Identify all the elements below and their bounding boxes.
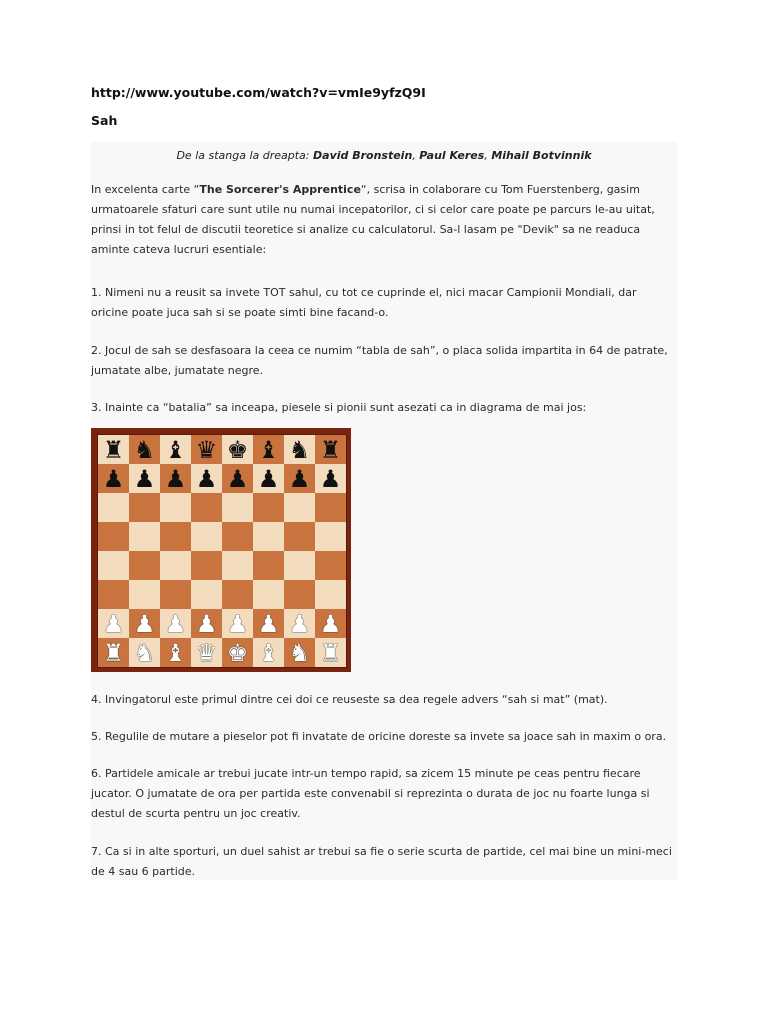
article-body: [91, 142, 677, 880]
board-square: [315, 580, 346, 609]
white-pawn-icon: ♟: [102, 609, 125, 638]
black-queen-icon: ♛: [195, 435, 218, 464]
board-square: [98, 580, 129, 609]
board-square: [253, 464, 284, 493]
board-square: [129, 522, 160, 551]
board-square: [222, 522, 253, 551]
caption-name-botvinnik: Mihail Botvinnik: [491, 149, 592, 162]
board-square: [129, 580, 160, 609]
board-square: [222, 638, 253, 667]
point-paragraph: 7. Ca si in alte sporturi, un duel sahist ar trebui sa fie o serie scurta de partide, cel mai bine un mini-meci de 4 sau 6 partide.: [91, 845, 672, 878]
black-rook-icon: ♜: [319, 435, 342, 464]
white-bishop-icon: ♝: [257, 638, 280, 667]
point-paragraph: 1. Nimeni nu a reusit sa invete TOT sahul, cu tot ce cuprinde el, nici macar Campionii Mondiali, dar oricine poate juca sah si se poate simti bine facand-o.: [91, 286, 637, 319]
board-square: [191, 638, 222, 667]
board-square: [222, 551, 253, 580]
caption-name-keres: Paul Keres: [419, 149, 485, 162]
white-rook-icon: ♜: [102, 638, 125, 667]
board-square: [253, 609, 284, 638]
board-square: [160, 493, 191, 522]
board-square: [191, 609, 222, 638]
point-paragraph: 2. Jocul de sah se desfasoara la ceea ce numim “tabla de sah”, o placa solida impartita in 64 de patrate, jumatate albe, jumatate negre.: [91, 344, 668, 377]
black-bishop-icon: ♝: [164, 435, 187, 464]
board-square: [315, 551, 346, 580]
black-knight-icon: ♞: [288, 435, 311, 464]
white-pawn-icon: ♟: [257, 609, 280, 638]
page-heading: Sah: [91, 113, 118, 128]
intro-after: “, scrisa in colaborare cu Tom Fuerstenberg, gasim urmatoarele sfaturi care sunt utile nu numai incepatorilor, ci si celor care poate pe parcurs le-au uitat, prinsi in tot felul de discutii teoretice si analize cu calculatorul. Sa-l lasam pe "Devik" sa ne readuca aminte cateva lucruri esentiale:: [91, 183, 655, 256]
caption-separator: ,: [484, 149, 492, 162]
photo-caption: [91, 149, 677, 162]
youtube-link[interactable]: http://www.youtube.com/watch?v=vmIe9yfzQ9I: [91, 85, 426, 100]
board-square: [98, 493, 129, 522]
board-square: [160, 522, 191, 551]
board-square: [284, 522, 315, 551]
board-square: [129, 493, 160, 522]
board-square: [253, 435, 284, 464]
board-square: [98, 522, 129, 551]
board-square: [160, 609, 191, 638]
board-square: [284, 551, 315, 580]
intro-before: In excelenta carte “: [91, 183, 200, 196]
board-square: [191, 464, 222, 493]
black-knight-icon: ♞: [133, 435, 156, 464]
white-queen-icon: ♛: [195, 638, 218, 667]
black-pawn-icon: ♟: [226, 464, 249, 493]
board-square: [160, 551, 191, 580]
board-square: [98, 609, 129, 638]
black-pawn-icon: ♟: [195, 464, 218, 493]
board-square: [253, 493, 284, 522]
board-square: [315, 493, 346, 522]
board-square: [284, 435, 315, 464]
white-bishop-icon: ♝: [164, 638, 187, 667]
white-rook-icon: ♜: [319, 638, 342, 667]
black-pawn-icon: ♟: [102, 464, 125, 493]
board-square: [98, 435, 129, 464]
white-pawn-icon: ♟: [319, 609, 342, 638]
board-square: [315, 638, 346, 667]
board-square: [129, 464, 160, 493]
white-knight-icon: ♞: [288, 638, 311, 667]
board-square: [222, 609, 253, 638]
black-king-icon: ♚: [226, 435, 249, 464]
black-bishop-icon: ♝: [257, 435, 280, 464]
chess-diagram: [91, 428, 351, 672]
board-square: [160, 464, 191, 493]
board-square: [315, 435, 346, 464]
white-pawn-icon: ♟: [195, 609, 218, 638]
board-square: [129, 435, 160, 464]
white-pawn-icon: ♟: [164, 609, 187, 638]
white-king-icon: ♚: [226, 638, 249, 667]
book-title: The Sorcerer's Apprentice: [199, 183, 361, 196]
intro-paragraph: [91, 180, 675, 260]
board-square: [191, 580, 222, 609]
board-square: [253, 638, 284, 667]
caption-separator: ,: [412, 149, 420, 162]
board-square: [98, 464, 129, 493]
board-square: [315, 464, 346, 493]
white-knight-icon: ♞: [133, 638, 156, 667]
board-square: [284, 493, 315, 522]
white-pawn-icon: ♟: [288, 609, 311, 638]
board-square: [284, 609, 315, 638]
board-square: [160, 580, 191, 609]
point-paragraph: 5. Regulile de mutare a pieselor pot fi invatate de oricine doreste sa invete sa joace sah in maxim o ora.: [91, 730, 667, 743]
white-pawn-icon: ♟: [226, 609, 249, 638]
point-paragraph: 6. Partidele amicale ar trebui jucate intr-un tempo rapid, sa zicem 15 minute pe ceas pentru fiecare jucator. O jumatate de ora per partida este convenabil si reprezinta o durata de joc nu foarte lunga si destul de scurta pentru un joc creativ.: [91, 767, 650, 820]
point-paragraph: 3. Inainte ca “batalia” sa inceapa, piesele si pionii sunt asezati ca in diagrama de mai jos:: [91, 401, 587, 414]
black-pawn-icon: ♟: [164, 464, 187, 493]
board-square: [253, 522, 284, 551]
board-square: [160, 435, 191, 464]
board-square: [191, 493, 222, 522]
white-pawn-icon: ♟: [133, 609, 156, 638]
black-pawn-icon: ♟: [288, 464, 311, 493]
board-square: [191, 551, 222, 580]
board-square: [98, 551, 129, 580]
board-square: [191, 522, 222, 551]
board-square: [315, 522, 346, 551]
board-square: [129, 551, 160, 580]
board-square: [222, 464, 253, 493]
board-square: [191, 435, 222, 464]
board-square: [222, 493, 253, 522]
board-square: [284, 464, 315, 493]
board-square: [160, 638, 191, 667]
board-square: [253, 551, 284, 580]
black-pawn-icon: ♟: [133, 464, 156, 493]
board-square: [253, 580, 284, 609]
board-square: [284, 580, 315, 609]
board-square: [315, 609, 346, 638]
black-pawn-icon: ♟: [257, 464, 280, 493]
caption-prefix: De la stanga la dreapta:: [176, 149, 314, 162]
board-square: [222, 435, 253, 464]
caption-name-bronstein: David Bronstein: [313, 149, 413, 162]
board-square: [98, 638, 129, 667]
board-square: [284, 638, 315, 667]
black-pawn-icon: ♟: [319, 464, 342, 493]
black-rook-icon: ♜: [102, 435, 125, 464]
board-square: [129, 638, 160, 667]
point-paragraph: 4. Invingatorul este primul dintre cei doi ce reuseste sa dea regele advers “sah si mat” (mat).: [91, 693, 608, 706]
chess-board: [97, 434, 347, 668]
board-square: [222, 580, 253, 609]
board-square: [129, 609, 160, 638]
